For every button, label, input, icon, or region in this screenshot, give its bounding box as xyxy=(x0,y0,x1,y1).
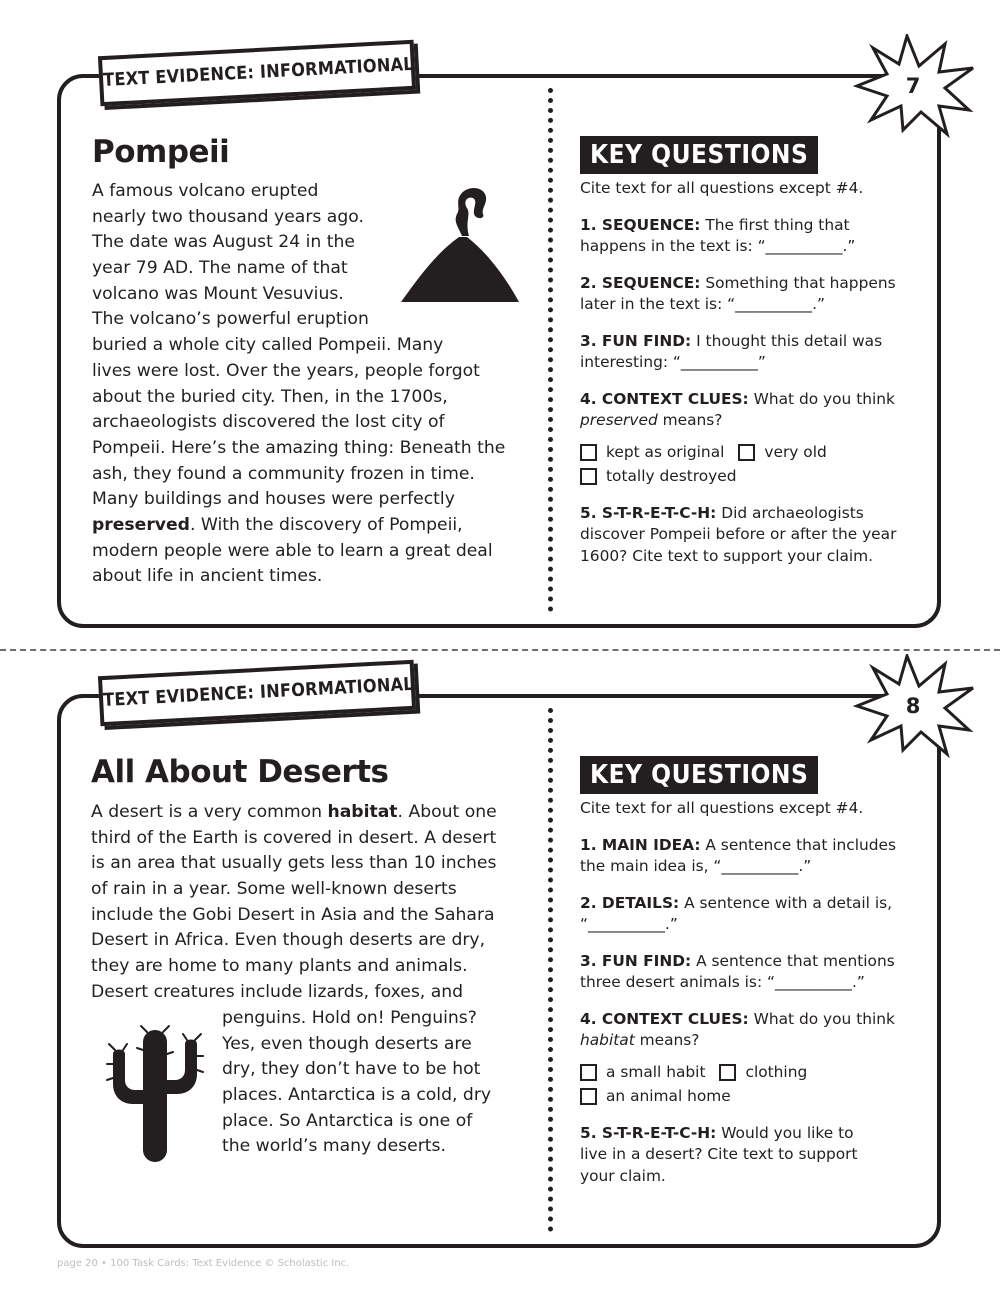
checkbox[interactable] xyxy=(580,1088,597,1105)
passage-line: ash, they found a community frozen in time. xyxy=(92,463,475,484)
passage-text xyxy=(92,179,505,590)
question-4: 4. CONTEXT CLUES: What do you think preserved means? kept as original very old totally destroyed xyxy=(580,389,940,488)
passage-line: A desert is a very common habitat. About one xyxy=(91,802,497,822)
option-1[interactable]: a small habit xyxy=(580,1062,705,1084)
passage-text xyxy=(91,800,497,1006)
passage-line: The volcano’s powerful eruption xyxy=(92,309,369,330)
checkbox[interactable] xyxy=(580,1064,597,1081)
passage-line: the world’s many deserts. xyxy=(222,1136,446,1157)
checkbox[interactable] xyxy=(719,1064,736,1081)
passage-line: they are home to many plants and animals. xyxy=(91,956,468,977)
passage-line: lives were lost. Over the years, people forgot xyxy=(92,360,480,381)
passage-line: dry, they don’t have to be hot xyxy=(222,1059,481,1080)
card-banner xyxy=(98,40,416,106)
passage-line: year 79 AD. The name of that xyxy=(92,258,348,279)
key-questions-list xyxy=(580,178,940,582)
passage-line: preserved. With the discovery of Pompeii, xyxy=(92,514,463,535)
passage-line: third of the Earth is covered in desert. A desert xyxy=(91,827,497,848)
passage-line: The date was August 24 in the xyxy=(92,232,355,253)
key-questions-heading: KEY QUESTIONS xyxy=(580,136,818,174)
column-divider xyxy=(548,88,553,612)
cactus-icon xyxy=(103,1024,211,1164)
passage-line: about the buried city. Then, in the 1700s, xyxy=(92,386,448,407)
banner-label: TEXT EVIDENCE: INFORMATIONAL xyxy=(98,40,416,106)
question-5: 5. S-T-R-E-T-C-H: Did archaeologists discover Pompeii before or after the year 1600? Cite text to support your claim. xyxy=(580,503,897,565)
question-1: 1. MAIN IDEA: A sentence that includes the main idea is, “__________.” xyxy=(580,835,897,875)
cut-line xyxy=(0,649,1000,651)
passage-line: place. So Antarctica is one of xyxy=(222,1110,473,1131)
passage-line: buried a whole city called Pompeii. Many xyxy=(92,335,444,356)
passage-line: of rain in a year. Some well-known deserts xyxy=(91,879,457,900)
card-title: All About Deserts xyxy=(91,754,389,790)
question-4: 4. CONTEXT CLUES: What do you think habitat means? a small habit clothing an animal home xyxy=(580,1009,940,1108)
passage-line: Many buildings and houses were perfectly xyxy=(92,489,455,510)
checkbox[interactable] xyxy=(580,468,597,485)
page-footer: page 20 • 100 Task Cards: Text Evidence © Scholastic Inc. xyxy=(57,1258,350,1269)
passage-line: volcano was Mount Vesuvius. xyxy=(92,283,344,304)
passage-line: Yes, even though deserts are xyxy=(222,1033,472,1054)
question-5: 5. S-T-R-E-T-C-H: Would you like to live in a desert? Cite text to support your claim. xyxy=(580,1123,858,1185)
passage-line: Desert in Africa. Even though deserts are dry, xyxy=(91,930,486,951)
passage-line: about life in ancient times. xyxy=(92,566,323,587)
questions-intro: Cite text for all questions except #4. xyxy=(580,179,864,197)
card-title: Pompeii xyxy=(92,134,230,170)
passage-line: nearly two thousand years ago. xyxy=(92,206,364,227)
card-number-badge xyxy=(851,654,975,758)
card-number: 8 xyxy=(905,694,921,718)
questions-intro: Cite text for all questions except #4. xyxy=(580,799,864,817)
passage-line: penguins. Hold on! Penguins? xyxy=(222,1008,477,1028)
card-banner xyxy=(98,660,416,726)
checkbox[interactable] xyxy=(738,444,755,461)
passage-line: A famous volcano erupted xyxy=(92,181,319,201)
option-2[interactable]: clothing xyxy=(719,1062,807,1084)
passage-line: places. Antarctica is a cold, dry xyxy=(222,1085,492,1106)
option-2[interactable]: very old xyxy=(738,442,826,464)
passage-text-continued xyxy=(222,1006,491,1160)
question-3: 3. FUN FIND: A sentence that mentions three desert animals is: “__________.” xyxy=(580,951,895,991)
task-card-7 xyxy=(57,53,941,628)
passage-line: Pompeii. Here’s the amazing thing: Beneath the xyxy=(92,437,506,458)
option-3[interactable]: totally destroyed xyxy=(580,466,737,488)
task-card-8 xyxy=(57,673,941,1248)
question-2: 2. DETAILS: A sentence with a detail is, “__________.” xyxy=(580,893,893,933)
card-number: 7 xyxy=(905,74,921,98)
key-questions-list xyxy=(580,798,940,1202)
passage-line: is an area that usually gets less than 10 inches xyxy=(91,853,497,874)
key-questions-heading: KEY QUESTIONS xyxy=(580,756,818,794)
checkbox[interactable] xyxy=(580,444,597,461)
passage-line: archaeologists discovered the lost city of xyxy=(92,412,445,433)
card-number-badge xyxy=(851,34,975,138)
question-1: 1. SEQUENCE: The first thing that happens in the text is: “__________.” xyxy=(580,215,856,255)
option-1[interactable]: kept as original xyxy=(580,442,724,464)
passage-line: include the Gobi Desert in Asia and the Sahara xyxy=(91,904,495,925)
question-3: 3. FUN FIND: I thought this detail was interesting: “__________” xyxy=(580,331,883,371)
column-divider xyxy=(548,708,553,1232)
question-2: 2. SEQUENCE: Something that happens later in the text is: “__________.” xyxy=(580,273,896,313)
banner-label: TEXT EVIDENCE: INFORMATIONAL xyxy=(98,660,416,726)
option-3[interactable]: an animal home xyxy=(580,1086,731,1108)
passage-line: Desert creatures include lizards, foxes, and xyxy=(91,981,464,1002)
passage-line: modern people were able to learn a great deal xyxy=(92,540,493,561)
